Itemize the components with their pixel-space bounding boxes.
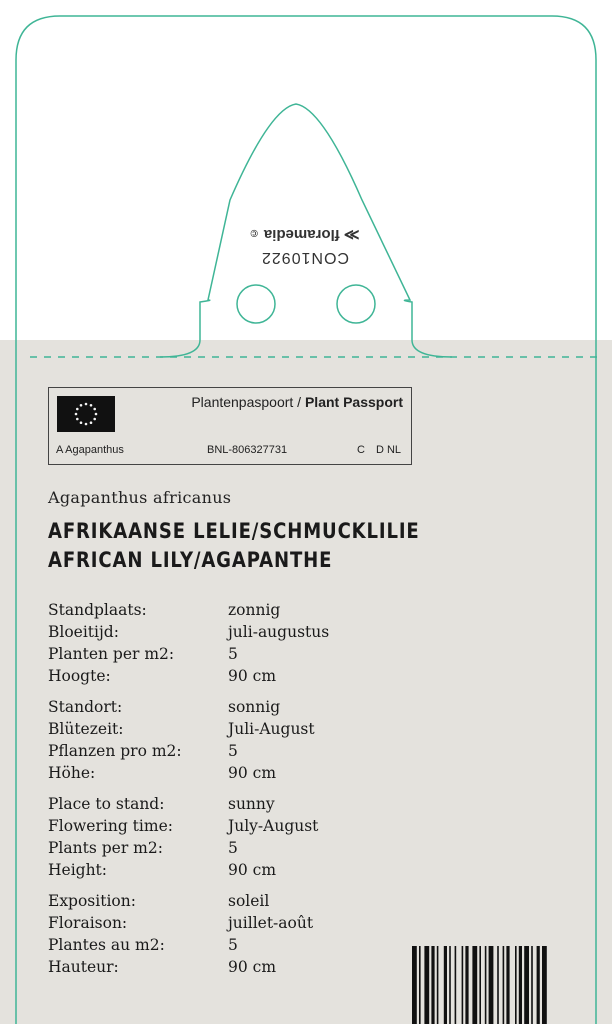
barcode-bar [503, 946, 505, 1024]
info-row: Place to stand: sunny [48, 795, 275, 813]
common-names [48, 517, 420, 575]
barcode-bar [431, 946, 434, 1024]
hanger-print [200, 226, 410, 266]
barcode-bar [455, 946, 457, 1024]
hanger-hole-right [337, 285, 375, 323]
barcode-bar [515, 946, 517, 1024]
brand-mark-icon: ≫ [343, 226, 360, 243]
info-group-french [48, 890, 428, 978]
info-row: Blütezeit: Juli-August [48, 720, 315, 738]
barcode-bar [449, 946, 451, 1024]
barcode-bar [489, 946, 494, 1024]
passport-botanical-name: A Agapanthus [56, 444, 124, 456]
barcode-bar [424, 946, 429, 1024]
barcode-bar [537, 946, 540, 1024]
hanger-hole-left [237, 285, 275, 323]
brand-logo: ≫floramedia© [250, 226, 360, 243]
info-group-german [48, 696, 428, 784]
info-row: Plants per m2: 5 [48, 839, 238, 857]
barcode-bar [472, 946, 477, 1024]
passport-registration: BNL-806327731 [207, 444, 288, 456]
latin-name: Agapanthus africanus [48, 488, 232, 507]
barcode-bar [531, 946, 533, 1024]
barcode-bar [479, 946, 481, 1024]
info-row: Plantes au m2: 5 [48, 936, 238, 954]
info-row: Pflanzen pro m2: 5 [48, 742, 238, 760]
barcode-bar [542, 946, 547, 1024]
info-row: Hauteur: 90 cm [48, 958, 277, 976]
product-code: CON10922 [260, 249, 350, 266]
copyright-icon: © [250, 227, 258, 238]
info-row: Bloeitijd: juli-augustus [48, 623, 330, 641]
passport-title: Plantenpaspoort / Plant Passport [191, 394, 403, 410]
barcode-bar [419, 946, 421, 1024]
barcode-icon [410, 946, 600, 1024]
common-name-line-1: AFRIKAANSE LELIE/SCHMUCKLILIE [48, 519, 420, 543]
barcode-bar [524, 946, 529, 1024]
info-row: Hoogte: 90 cm [48, 667, 277, 685]
info-row: Standplaats: zonnig [48, 601, 281, 619]
info-row: Flowering time: July-August [48, 817, 319, 835]
barcode-bar [437, 946, 439, 1024]
info-row: Standort: sonnig [48, 698, 281, 716]
barcode-bar [497, 946, 499, 1024]
common-name-line-2: AFRICAN LILY/AGAPANTHE [48, 548, 333, 572]
info-row: Exposition: soleil [48, 892, 270, 910]
passport-traceability: C [357, 444, 365, 456]
barcode-bar [506, 946, 509, 1024]
info-row: Height: 90 cm [48, 861, 277, 879]
info-row: Höhe: 90 cm [48, 764, 277, 782]
info-row: Planten per m2: 5 [48, 645, 238, 663]
eu-flag-icon [57, 396, 115, 432]
barcode-bar [485, 946, 487, 1024]
info-group-dutch [48, 599, 428, 687]
barcode-bar [412, 946, 417, 1024]
info-row: Floraison: juillet-août [48, 914, 314, 932]
barcode-bar [519, 946, 522, 1024]
barcode-bar [465, 946, 468, 1024]
plant-passport-box [48, 387, 412, 465]
barcode-bar [462, 946, 464, 1024]
info-group-english [48, 793, 428, 881]
passport-country: D NL [375, 444, 401, 456]
barcode-bar [444, 946, 447, 1024]
